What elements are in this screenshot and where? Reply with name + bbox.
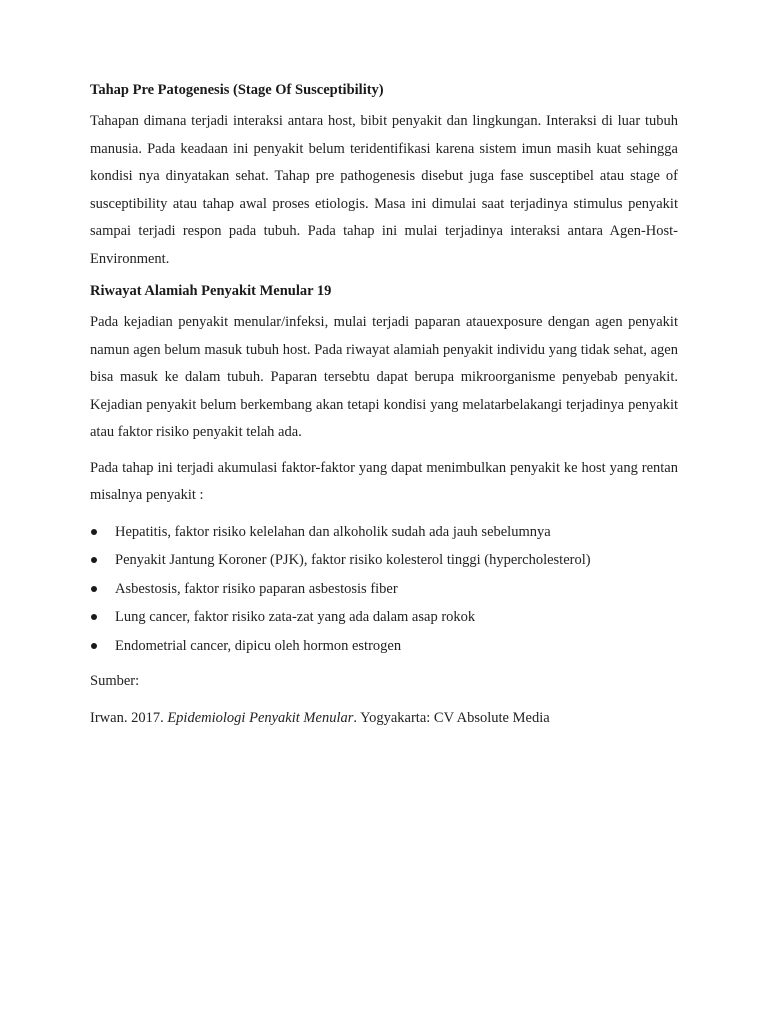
citation-prefix: Irwan. 2017. [90,710,168,726]
source-label: Sumber: [90,673,140,689]
list-item-text: Asbestosis, faktor risiko paparan asbestosis fiber [115,580,398,597]
citation-title: Epidemiologi Penyakit Menular [167,710,354,726]
document-page [90,80,678,732]
paragraph-pre-patogenesis: Tahapan dimana terjadi interaksi antara host, bibit penyakit dan lingkungan. Interaksi di luar tubuh manusia. Pada keadaan ini penyakit belum teridentifikasi karena sistem imun masih kuat sehingga kondisi nya dinyatakan sehat. Tahap pre pathogenesis disebut juga fase susceptibel atau stage of susceptibility atau tahap awal proses etiologis. Masa ini dimulai saat terjadinya stimulus penyakit sampai terjadi respon pada tubuh. Pada tahap ini mulai terjadinya interaksi antara Agen-Host-Environment. [90,113,678,267]
bullet-icon [91,586,97,592]
list-item [90,546,678,575]
citation [90,705,678,732]
bullet-icon [91,557,97,563]
bullet-icon [91,529,97,535]
disease-list [90,518,678,661]
list-item-text: Lung cancer, faktor risiko zata-zat yang ada dalam asap rokok [115,609,476,625]
list-item-text: Hepatitis, faktor risiko kelelahan dan alkoholik sudah ada jauh sebelumnya [115,523,551,540]
list-item [90,518,678,547]
list-item [90,632,678,661]
section-heading-pre-patogenesis: Tahap Pre Patogenesis (Stage Of Susceptibility) [90,82,384,98]
citation-suffix: . Yogyakarta: CV Absolute Media [353,710,550,726]
list-item-text: Penyakit Jantung Koroner (PJK), faktor risiko kolesterol tinggi (hypercholesterol) [115,552,591,568]
list-item [90,575,678,604]
section-heading-riwayat-alamiah: Riwayat Alamiah Penyakit Menular 19 [90,283,332,299]
paragraph-riwayat-alamiah-1: Pada kejadian penyakit menular/infeksi, mulai terjadi paparan atauexposure dengan agen penyakit namun agen belum masuk tubuh host. Pada riwayat alamiah penyakit individu yang tidak sehat, agen bisa masuk ke dalam tubuh. Paparan tersebtu dapat berupa mikroorganisme penyebab penyakit. Kejadian penyakit belum berkembang akan tetapi kondisi yang melatarbelakangi terjadinya penyakit atau faktor risiko penyakit telah ada. [90,314,678,440]
bullet-icon [91,643,97,649]
bullet-icon [91,614,97,620]
paragraph-riwayat-alamiah-2: Pada tahap ini terjadi akumulasi faktor-faktor yang dapat menimbulkan penyakit ke host yang rentan misalnya penyakit : [90,459,678,503]
list-item [90,603,678,632]
list-item-text: Endometrial cancer, dipicu oleh hormon estrogen [115,637,402,654]
